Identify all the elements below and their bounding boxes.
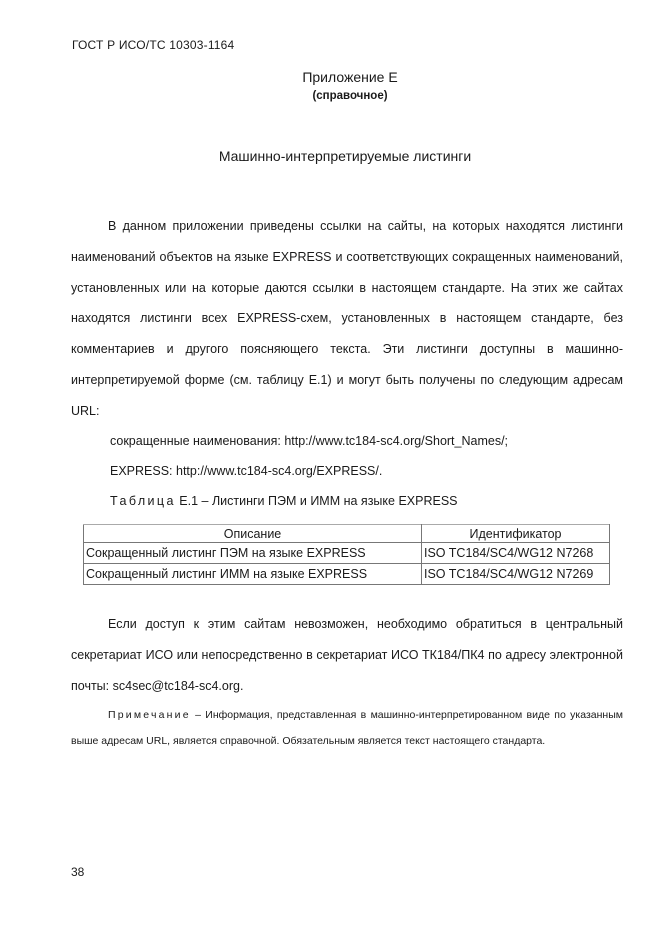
section-title: Машинно-интерпретируемые листинги: [218, 148, 472, 164]
url-express: EXPRESS: http://www.tc184-sc4.org/EXPRESS/.: [110, 464, 383, 478]
table-caption-text: Е.1 – Листинги ПЭМ и ИММ на языке EXPRESS: [175, 494, 458, 508]
table-cell-description: Сокращенный листинг ИММ на языке EXPRESS: [84, 564, 422, 585]
note-text: – Информация, представленная в машинно-интерпретированном виде по указанным выше адресам URL, является справочной. Обязательным является текст настоящего стандарта.: [71, 709, 623, 747]
intro-paragraph: [71, 211, 623, 427]
document-header: ГОСТ Р ИСО/ТС 10303-1164: [72, 38, 235, 52]
table-cell-identifier: ISO TC184/SC4/WG12 N7268: [422, 543, 610, 564]
table-cell-description: Сокращенный листинг ПЭМ на языке EXPRESS: [84, 543, 422, 564]
page-number: 38: [71, 865, 85, 879]
listings-table: [83, 524, 610, 585]
table-row: [84, 564, 610, 585]
table-cell-identifier: ISO TC184/SC4/WG12 N7269: [422, 564, 610, 585]
url-short-names: сокращенные наименования: http://www.tc184-sc4.org/Short_Names/;: [110, 434, 509, 448]
contact-paragraph-text: Если доступ к этим сайтам невозможен, необходимо обратиться в центральный секретариат ИСО или непосредственно в секретариат ИСО ТК184/ПК4 по адресу электронной почты: sc4sec@tc184-sc4.org.: [71, 617, 623, 693]
intro-paragraph-text: В данном приложении приведены ссылки на сайты, на которых находятся листинги наименований объектов на языке EXPRESS и соответствующих сокращенных наименований, установленных или на которые даются ссылки в настоящем стандарте. На этих же сайтах находятся листинги всех EXPRESS-схем, установленных в настоящем стандарте, без комментариев и другого поясняющего текста. Эти листинги доступны в машинно-интерпретируемой форме (см. таблицу Е.1) и могут быть получены по следующим адресам URL:: [71, 219, 623, 418]
contact-paragraph: [71, 609, 623, 701]
note-paragraph: [71, 702, 623, 754]
note-label: Примечание: [108, 709, 191, 721]
table-row: [84, 543, 610, 564]
table-header-identifier: Идентификатор: [422, 525, 610, 543]
table-header-description: Описание: [84, 525, 422, 543]
table-caption: [110, 494, 458, 508]
table-header-row: [84, 525, 610, 543]
appendix-title: Приложение Е: [302, 69, 398, 85]
appendix-subtitle: (справочное): [312, 90, 388, 102]
table-caption-label: Таблица: [110, 494, 176, 508]
